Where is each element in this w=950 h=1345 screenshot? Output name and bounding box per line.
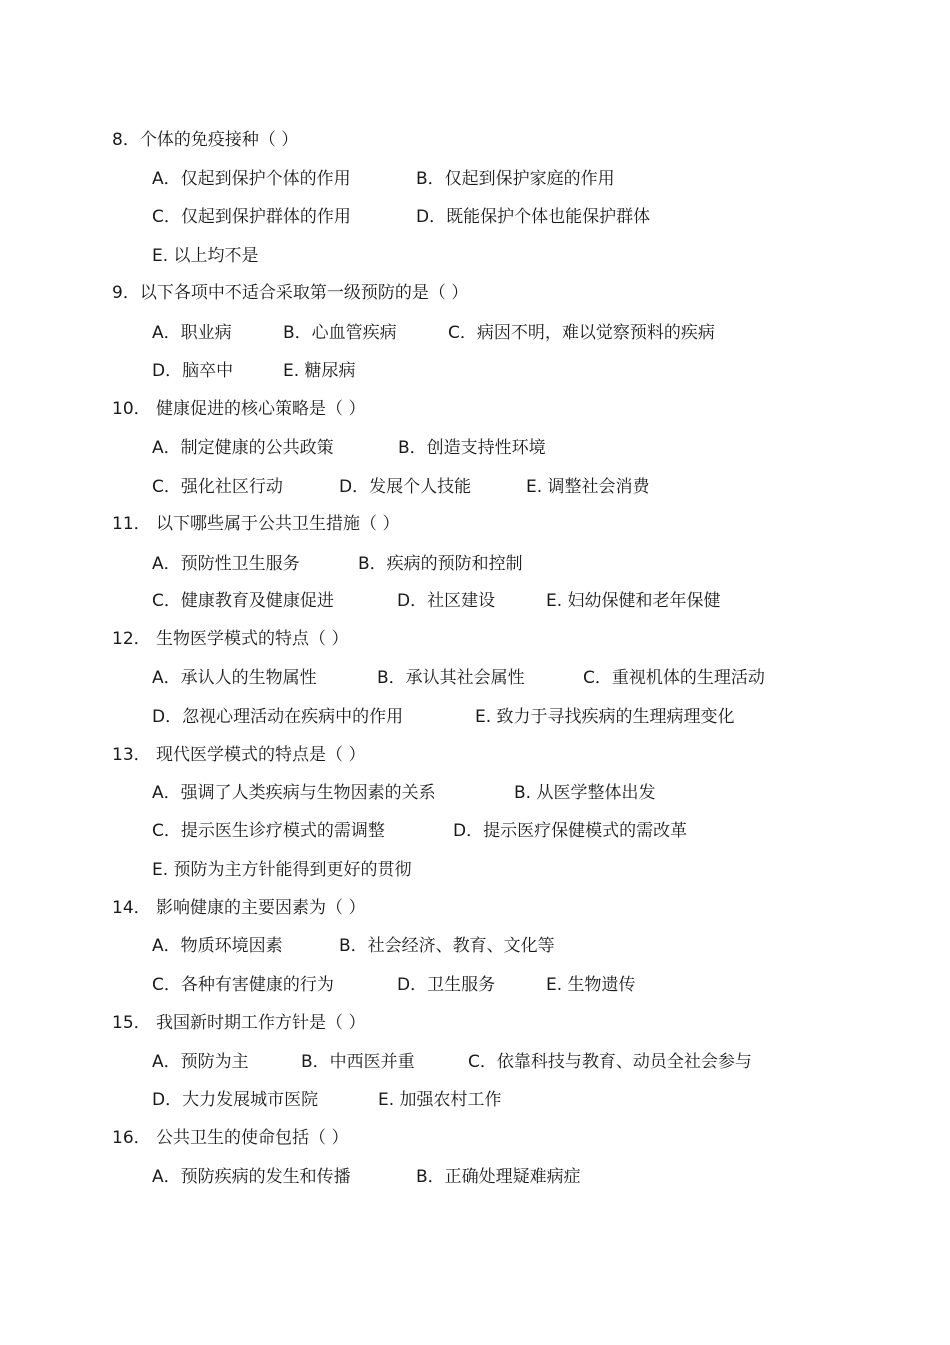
question-13-option-e: E. 预防为主方针能得到更好的贯彻	[152, 860, 412, 880]
question-15-option-b: B．中西医并重	[301, 1052, 415, 1072]
question-8-option-d: D．既能保护个体也能保护群体	[416, 207, 651, 227]
question-8-option-e: E. 以上均不是	[152, 246, 259, 266]
question-13-option-b: B. 从医学整体出发	[514, 783, 656, 803]
question-8-option-b: B．仅起到保护家庭的作用	[416, 169, 615, 189]
question-15-option-c: C．依靠科技与教育、动员全社会参与	[468, 1052, 752, 1072]
question-13-option-a: A．强调了人类疾病与生物因素的关系	[152, 783, 436, 803]
question-13-option-d: D．提示医疗保健模式的需改革	[453, 821, 688, 841]
question-12-stem: 12． 生物医学模式的特点（ ）	[112, 629, 349, 649]
question-11-stem: 11． 以下哪些属于公共卫生措施（ ）	[112, 514, 400, 534]
question-9-option-a: A．职业病	[152, 323, 232, 343]
question-14-option-d: D．卫生服务	[397, 975, 496, 995]
question-9-option-b: B．心血管疾病	[283, 323, 397, 343]
question-8-stem: 8．个体的免疫接种（ ）	[112, 130, 299, 150]
question-16-option-a: A．预防疾病的发生和传播	[152, 1167, 351, 1187]
question-10-option-d: D．发展个人技能	[339, 477, 472, 497]
question-14-option-b: B．社会经济、教育、文化等	[339, 936, 555, 956]
question-10-stem: 10． 健康促进的核心策略是（ ）	[112, 399, 366, 419]
question-9-option-e: E. 糖尿病	[283, 361, 356, 381]
question-12-option-a: A．承认人的生物属性	[152, 668, 317, 688]
question-14-option-c: C．各种有害健康的行为	[152, 975, 334, 995]
question-8-option-a: A．仅起到保护个体的作用	[152, 169, 351, 189]
question-9-option-c: C．病因不明，难以觉察预料的疾病	[448, 323, 715, 343]
question-10-option-b: B．创造支持性环境	[398, 438, 546, 458]
question-10-option-e: E. 调整社会消费	[526, 477, 650, 497]
question-16-stem: 16． 公共卫生的使命包括（ ）	[112, 1128, 349, 1148]
question-11-option-b: B．疾病的预防和控制	[358, 554, 523, 574]
question-11-option-d: D．社区建设	[397, 591, 496, 611]
question-13-stem: 13． 现代医学模式的特点是（ ）	[112, 745, 366, 765]
question-10-option-c: C．强化社区行动	[152, 477, 283, 497]
question-15-option-a: A．预防为主	[152, 1052, 249, 1072]
question-12-option-e: E. 致力于寻找疾病的生理病理变化	[475, 707, 735, 727]
question-10-option-a: A．制定健康的公共政策	[152, 438, 334, 458]
question-11-option-c: C．健康教育及健康促进	[152, 591, 334, 611]
question-9-option-d: D．脑卒中	[152, 361, 234, 381]
question-15-option-d: D．大力发展城市医院	[152, 1090, 319, 1110]
question-11-option-e: E. 妇幼保健和老年保健	[546, 591, 721, 611]
question-9-stem: 9．以下各项中不适合采取第一级预防的是（ ）	[112, 283, 469, 303]
question-14-stem: 14． 影响健康的主要因素为（ ）	[112, 898, 366, 918]
question-15-stem: 15． 我国新时期工作方针是（ ）	[112, 1013, 366, 1033]
question-8-option-c: C．仅起到保护群体的作用	[152, 207, 351, 227]
question-14-option-e: E. 生物遗传	[546, 975, 636, 995]
question-16-option-b: B．正确处理疑难病症	[416, 1167, 581, 1187]
question-12-option-d: D．忽视心理活动在疾病中的作用	[152, 707, 404, 727]
question-14-option-a: A．物质环境因素	[152, 936, 283, 956]
question-15-option-e: E. 加强农村工作	[378, 1090, 502, 1110]
question-12-option-b: B．承认其社会属性	[377, 668, 525, 688]
question-13-option-c: C．提示医生诊疗模式的需调整	[152, 821, 385, 841]
question-12-option-c: C．重视机体的生理活动	[583, 668, 765, 688]
question-11-option-a: A．预防性卫生服务	[152, 554, 300, 574]
